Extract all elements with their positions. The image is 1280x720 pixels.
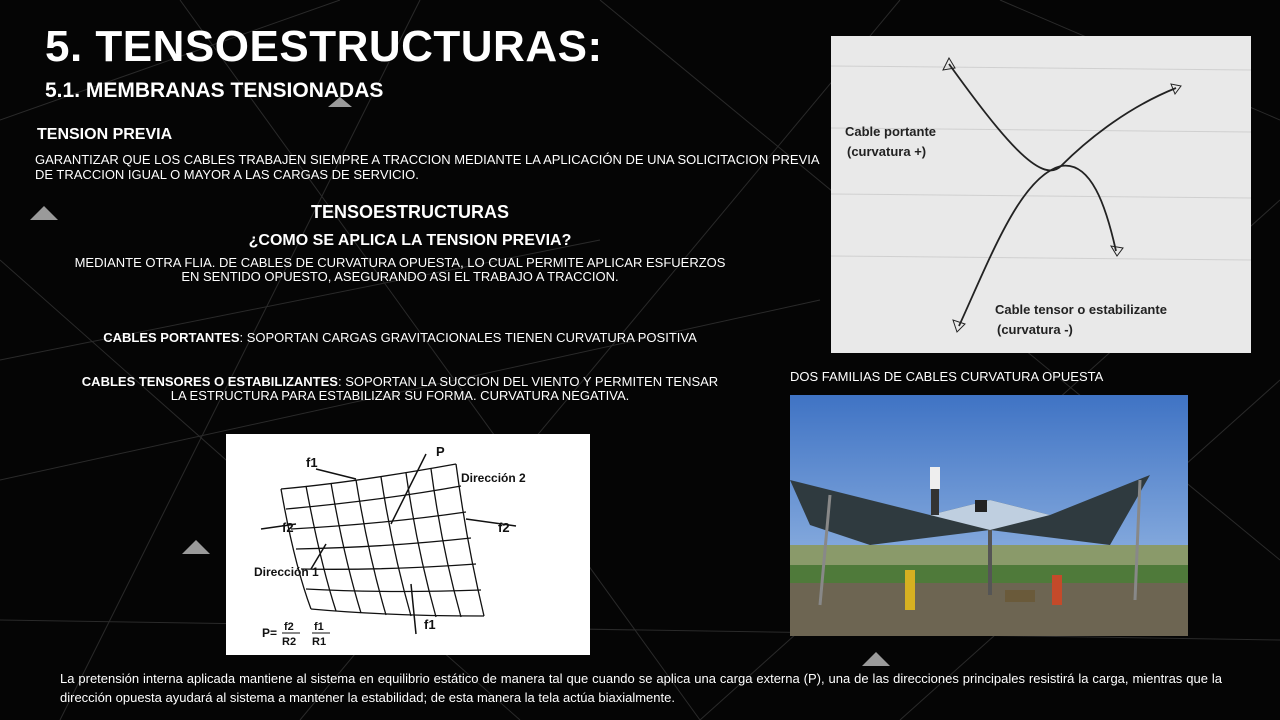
arrow-marker-icon (182, 540, 210, 554)
label-f1-top: f1 (306, 455, 318, 470)
label-direccion-1: Dirección 1 (254, 565, 319, 579)
tension-previa-text: GARANTIZAR QUE LOS CABLES TRABAJEN SIEMPRE A TRACCION MEDIANTE LA APLICACIÓN DE UNA SOLICITACION PREVIA DE TRACCION IGUAL O MAYOR A LAS CARGAS DE SERVICIO. (35, 152, 819, 182)
label-curvatura-neg: (curvatura -) (997, 322, 1073, 337)
page-subtitle: 5.1. MEMBRANAS TENSIONADAS (45, 79, 384, 102)
formula-r1: R1 (312, 636, 327, 648)
formula-p: P= (262, 626, 278, 640)
arrow-marker-icon (862, 652, 890, 666)
label-f2-left: f2 (282, 520, 294, 535)
cables-portantes-desc: : SOPORTAN CARGAS GRAVITACIONALES TIENEN CURVATURA POSITIVA (239, 330, 697, 345)
label-direccion-2: Dirección 2 (461, 471, 526, 485)
cables-tensores-text (75, 375, 725, 403)
cables-tensores-label: CABLES TENSORES O ESTABILIZANTES (81, 374, 338, 389)
arrow-marker-icon (30, 206, 58, 220)
formula-r2: R2 (282, 636, 297, 648)
label-cable-portante: Cable portante (845, 124, 937, 139)
formula-f1: f1 (314, 621, 324, 633)
photo-caption: DOS FAMILIAS DE CABLES CURVATURA OPUESTA (790, 369, 1104, 384)
cable-diagram (831, 36, 1251, 353)
section-heading: TENSOESTRUCTURAS (310, 202, 509, 222)
formula-f2: f2 (284, 621, 294, 633)
label-f1-bottom: f1 (424, 617, 436, 632)
label-cable-tensor: Cable tensor o estabilizante (995, 302, 1167, 317)
label-curvatura-pos: (curvatura +) (847, 144, 927, 159)
section-question: ¿COMO SE APLICA LA TENSION PREVIA? (248, 232, 572, 249)
cables-portantes-text (70, 327, 730, 348)
label-f2-right: f2 (498, 520, 510, 535)
cables-portantes-label: CABLES PORTANTES (103, 330, 240, 345)
mesh-diagram (226, 434, 590, 655)
label-p: P (436, 444, 445, 459)
bottom-paragraph: La pretensión interna aplicada mantiene al sistema en equilibrio estático de manera tal que cuando se aplica una carga externa (P), una de las direcciones principales resistirá la carga, mientras que la dirección opuesta ayudará al sistema a mantener la estabilidad; de esta manera la tela actúa biaxialmente. (60, 671, 1222, 705)
cables-tensores-desc: : SOPORTAN LA SUCCION DEL VIENTO Y PERMITEN TENSAR LA ESTRUCTURA PARA ESTABILIZAR SU FORMA. CURVATURA NEGATIVA. (170, 374, 719, 403)
page-title: 5. TENSOESTRUCTURAS: (45, 22, 603, 71)
tension-previa-heading: TENSION PREVIA (37, 126, 173, 143)
mediante-text: MEDIANTE OTRA FLIA. DE CABLES DE CURVATURA OPUESTA, LO CUAL PERMITE APLICAR ESFUERZOS EN SENTIDO OPUESTO, ASEGURANDO ASI EL TRABAJO A TRACCION. (74, 255, 726, 284)
tensile-structure-photo (790, 395, 1188, 636)
